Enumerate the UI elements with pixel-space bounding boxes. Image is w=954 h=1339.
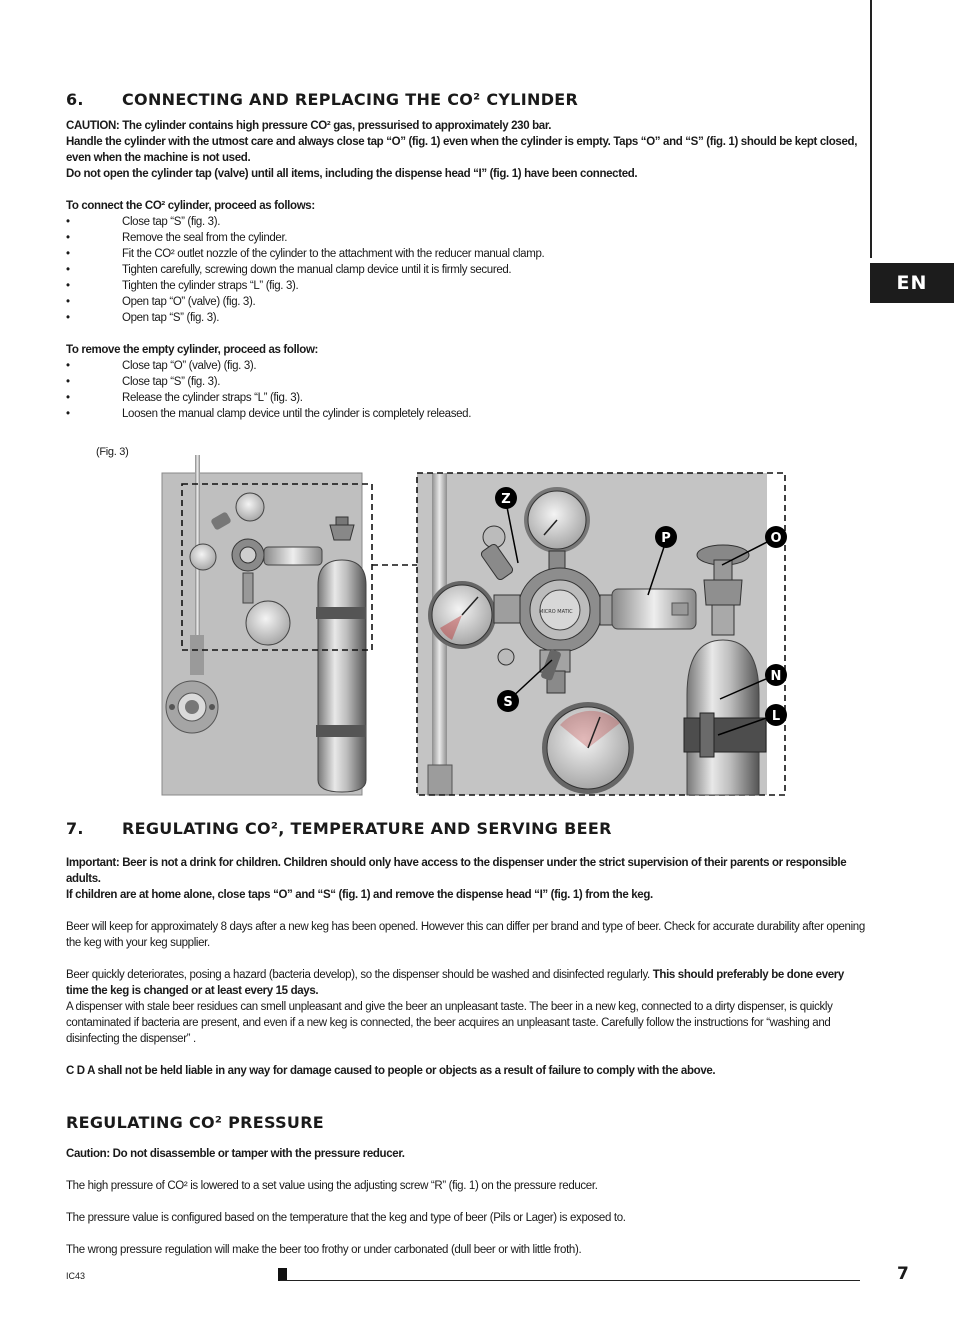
list-item: • Tighten carefully, screwing down the manual clamp device until it is firmly secured. xyxy=(66,262,866,278)
remove-steps-list xyxy=(66,358,866,422)
footer-code: IC43 xyxy=(66,1271,86,1281)
caution-line-1: CAUTION: The cylinder contains high pressure CO² gas, pressurised to approximately 230 bar. xyxy=(66,120,552,132)
callout-o-text: O xyxy=(770,531,782,546)
pressure-paragraph-1: The high pressure of CO² is lowered to a set value using the adjusting screw “R” (fig. 1) on the pressure reducer. xyxy=(66,1180,598,1192)
section-6-number: 6. xyxy=(66,90,84,109)
list-item: • Remove the seal from the cylinder. xyxy=(66,230,866,246)
list-item: • Tighten the cylinder straps “L” (fig. 3). xyxy=(66,278,866,294)
callout-l-text: L xyxy=(771,709,781,724)
list-item: • Close tap “S” (fig. 3). xyxy=(66,214,866,230)
language-tab-en: EN xyxy=(870,263,954,303)
sidebar-block xyxy=(870,108,954,258)
callout-n xyxy=(765,664,787,686)
caution-line-3: Do not open the cylinder tap (valve) until all items, including the dispense head “I” (fig. 1) have been connected. xyxy=(66,168,638,180)
connect-heading: To connect the CO² cylinder, proceed as follows: xyxy=(66,200,315,212)
pressure-paragraph-3: The wrong pressure regulation will make the beer too frothy or under carbonated (dull beer or with little froth). xyxy=(66,1244,582,1256)
keep-paragraph: Beer will keep for approximately 8 days after a new keg has been opened. However this can differ per brand and type of beer. Check for accurate durability after opening the keg with your keg supplier. xyxy=(66,921,865,949)
pressure-caution: Caution: Do not disassemble or tamper with the pressure reducer. xyxy=(66,1148,405,1160)
list-item: • Open tap “S” (fig. 3). xyxy=(66,310,866,326)
pressure-body xyxy=(66,1146,866,1258)
deteriorates-text: Beer quickly deteriorates, posing a hazard (bacteria develop), so the dispenser should be washed and disinfected regularly. xyxy=(66,969,650,981)
page-number: 7 xyxy=(897,1264,909,1284)
callout-n-text: N xyxy=(770,669,782,684)
reducer-brand-text: MICRO MATIC xyxy=(539,609,573,615)
section-7-heading xyxy=(66,819,612,838)
important-paragraph-2: If children are at home alone, close taps “O” and “S“ (fig. 1) and remove the dispense head “I” (fig. 1) from the keg. xyxy=(66,889,653,901)
stale-paragraph: A dispenser with stale beer residues can smell unpleasant and give the beer an unpleasant taste. The beer in a new keg, connected to a dirty dispenser, is quickly contaminated if bacteria are present, and even if a new keg is connected, the beer acquires an unpleasant taste. Carefully follow the instructions for “washing and disinfecting the dispenser” . xyxy=(66,1001,833,1045)
callout-s xyxy=(497,690,519,712)
callout-p-text: P xyxy=(661,531,671,546)
list-item: • Fit the CO² outlet nozzle of the cylinder to the attachment with the reducer manual clamp. xyxy=(66,246,866,262)
section-6-title: CONNECTING AND REPLACING THE CO² CYLINDER xyxy=(122,90,579,109)
overview-panel xyxy=(162,455,372,795)
list-item: • Close tap “O” (valve) (fig. 3). xyxy=(66,358,866,374)
list-item: • Release the cylinder straps “L” (fig. 3). xyxy=(66,390,866,406)
callout-l xyxy=(765,704,787,726)
sidebar-rule xyxy=(870,0,872,110)
footer-rule xyxy=(280,1280,860,1281)
deteriorates-paragraph xyxy=(66,967,866,999)
callout-o xyxy=(765,526,787,548)
pressure-paragraph-2: The pressure value is configured based on the temperature that the keg and type of beer (Pils or Lager) is exposed to. xyxy=(66,1212,626,1224)
detail-panel xyxy=(417,473,785,795)
callout-p xyxy=(655,526,677,548)
callout-z-text: Z xyxy=(501,492,511,507)
liability-paragraph: C D A shall not be held liable in any way for damage caused to people or objects as a result of failure to comply with the above. xyxy=(66,1065,716,1077)
section-7-number: 7. xyxy=(66,819,84,838)
caution-line-2: Handle the cylinder with the utmost care and always close tap “O” (fig. 1) even when the cylinder is empty. Taps “O” and “S” (fig. 1) should be kept closed, even when the machine is not used. xyxy=(66,136,858,164)
list-item: • Close tap “S” (fig. 3). xyxy=(66,374,866,390)
list-item: • Open tap “O” (valve) (fig. 3). xyxy=(66,294,866,310)
pressure-heading: REGULATING CO² PRESSURE xyxy=(66,1113,325,1132)
connect-steps-list xyxy=(66,214,866,326)
section-7-body xyxy=(66,855,866,1079)
remove-heading: To remove the empty cylinder, proceed as follow: xyxy=(66,344,319,356)
list-item: • Loosen the manual clamp device until the cylinder is completely released. xyxy=(66,406,866,422)
section-6-body xyxy=(66,118,866,422)
callout-s-text: S xyxy=(503,695,513,710)
callout-z xyxy=(495,487,517,509)
figure-caption: (Fig. 3) xyxy=(96,446,129,458)
section-6-heading xyxy=(66,90,578,109)
important-paragraph-1: Important: Beer is not a drink for children. Children should only have access to the dispenser under the strict supervision of their parents or responsible adults. xyxy=(66,857,847,885)
deteriorates-bold-text: This should preferably be done every time the keg is changed or at least every 15 days. xyxy=(66,969,844,997)
figure-3-illustration xyxy=(0,445,954,805)
section-7-title: REGULATING CO², TEMPERATURE AND SERVING BEER xyxy=(122,819,612,838)
